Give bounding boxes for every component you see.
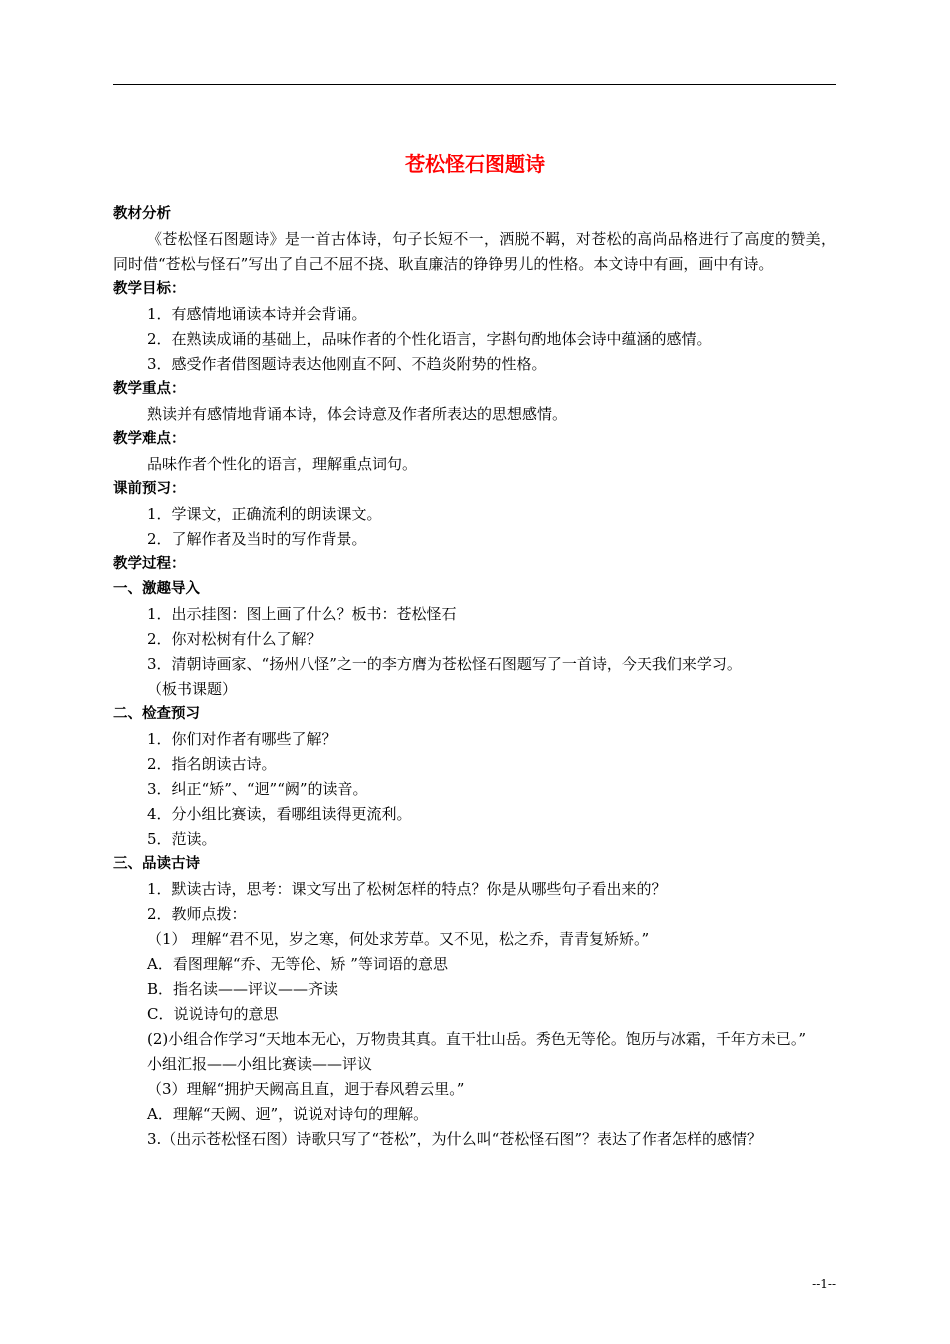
process-item: 5．范读。 — [147, 830, 217, 848]
process-item: 2．教师点拨： — [147, 905, 247, 923]
section-heading-process: 教学过程： — [113, 556, 186, 572]
document-title: 苍松怪石图题诗 — [405, 152, 545, 176]
header-rule — [113, 84, 836, 85]
preview-item: 1．学课文，正确流利的朗读课文。 — [147, 505, 382, 523]
process-item: 2．指名朗读古诗。 — [147, 755, 277, 773]
section-heading-difficulty: 教学难点： — [113, 431, 186, 447]
section-heading-goals: 教学目标： — [113, 281, 186, 297]
process-part3-heading: 三、品读古诗 — [113, 856, 200, 872]
process-item: (2)小组合作学习“天地本无心，万物贵其真。直干壮山岳。秀色无等伦。饱历与冰霜，千年方未已。” — [147, 1030, 807, 1048]
process-item: 1．出示挂图：图上画了什么？板书：苍松怪石 — [147, 605, 457, 623]
preview-item: 2．了解作者及当时的写作背景。 — [147, 530, 367, 548]
process-item: 2．你对松树有什么了解？ — [147, 630, 322, 648]
process-item: 4．分小组比赛读，看哪组读得更流利。 — [147, 805, 412, 823]
analysis-paragraph: 《苍松怪石图题诗》是一首古体诗，句子长短不一，洒脱不羁，对苍松的高尚品格进行了高度的赞美，同时借“苍松与怪石”写出了自己不屈不挠、耿直廉洁的铮铮男儿的性格。本文诗中有画，画中有诗。 — [113, 230, 836, 273]
key-point-text: 熟读并有感情地背诵本诗，体会诗意及作者所表达的思想感情。 — [147, 405, 568, 423]
process-item: （3）理解“拥护天阙高且直，迥于春风碧云里。” — [147, 1080, 465, 1098]
process-item: 3.（出示苍松怪石图）诗歌只写了“苍松”，为什么叫“苍松怪石图”？表达了作者怎样的感情？ — [147, 1130, 762, 1148]
process-item: 1．你们对作者有哪些了解？ — [147, 730, 337, 748]
goal-item: 3．感受作者借图题诗表达他刚直不阿、不趋炎附势的性格。 — [147, 355, 547, 373]
section-heading-analysis: 教材分析 — [113, 206, 171, 222]
process-part1-heading: 一、激趣导入 — [113, 581, 200, 597]
difficulty-text: 品味作者个性化的语言，理解重点词句。 — [147, 455, 418, 473]
page-number: --1-- — [812, 1277, 836, 1291]
process-item: C．说说诗句的意思 — [147, 1005, 279, 1023]
goal-item: 2．在熟读成诵的基础上，品味作者的个性化语言，字斟句酌地体会诗中蕴涵的感情。 — [147, 330, 712, 348]
process-item: （1） 理解“君不见，岁之寒，何处求芳草。又不见，松之乔，青青复矫矫。” — [147, 930, 650, 948]
process-item: 3．纠正“矫”、“迥”“阙”的读音。 — [147, 780, 368, 798]
process-item: 1．默读古诗，思考：课文写出了松树怎样的特点？你是从哪些句子看出来的？ — [147, 880, 667, 898]
section-heading-key: 教学重点： — [113, 381, 186, 397]
process-part2-heading: 二、检查预习 — [113, 706, 200, 722]
process-item: 3．清朝诗画家、“扬州八怪”之一的李方膺为苍松怪石图题写了一首诗，今天我们来学习。 — [147, 655, 742, 673]
process-item: （板书课题） — [147, 680, 238, 698]
process-item: B．指名读——评议——齐读 — [147, 980, 339, 998]
section-heading-preview: 课前预习： — [113, 481, 186, 497]
document-body — [113, 202, 836, 1152]
process-item: 小组汇报——小组比赛读——评议 — [147, 1055, 373, 1073]
goal-item: 1．有感情地诵读本诗并会背诵。 — [147, 305, 367, 323]
process-item: A．理解“天阙、迥”，说说对诗句的理解。 — [147, 1105, 429, 1123]
process-item: A．看图理解“乔、无等伦、矫 ”等词语的意思 — [147, 955, 448, 973]
